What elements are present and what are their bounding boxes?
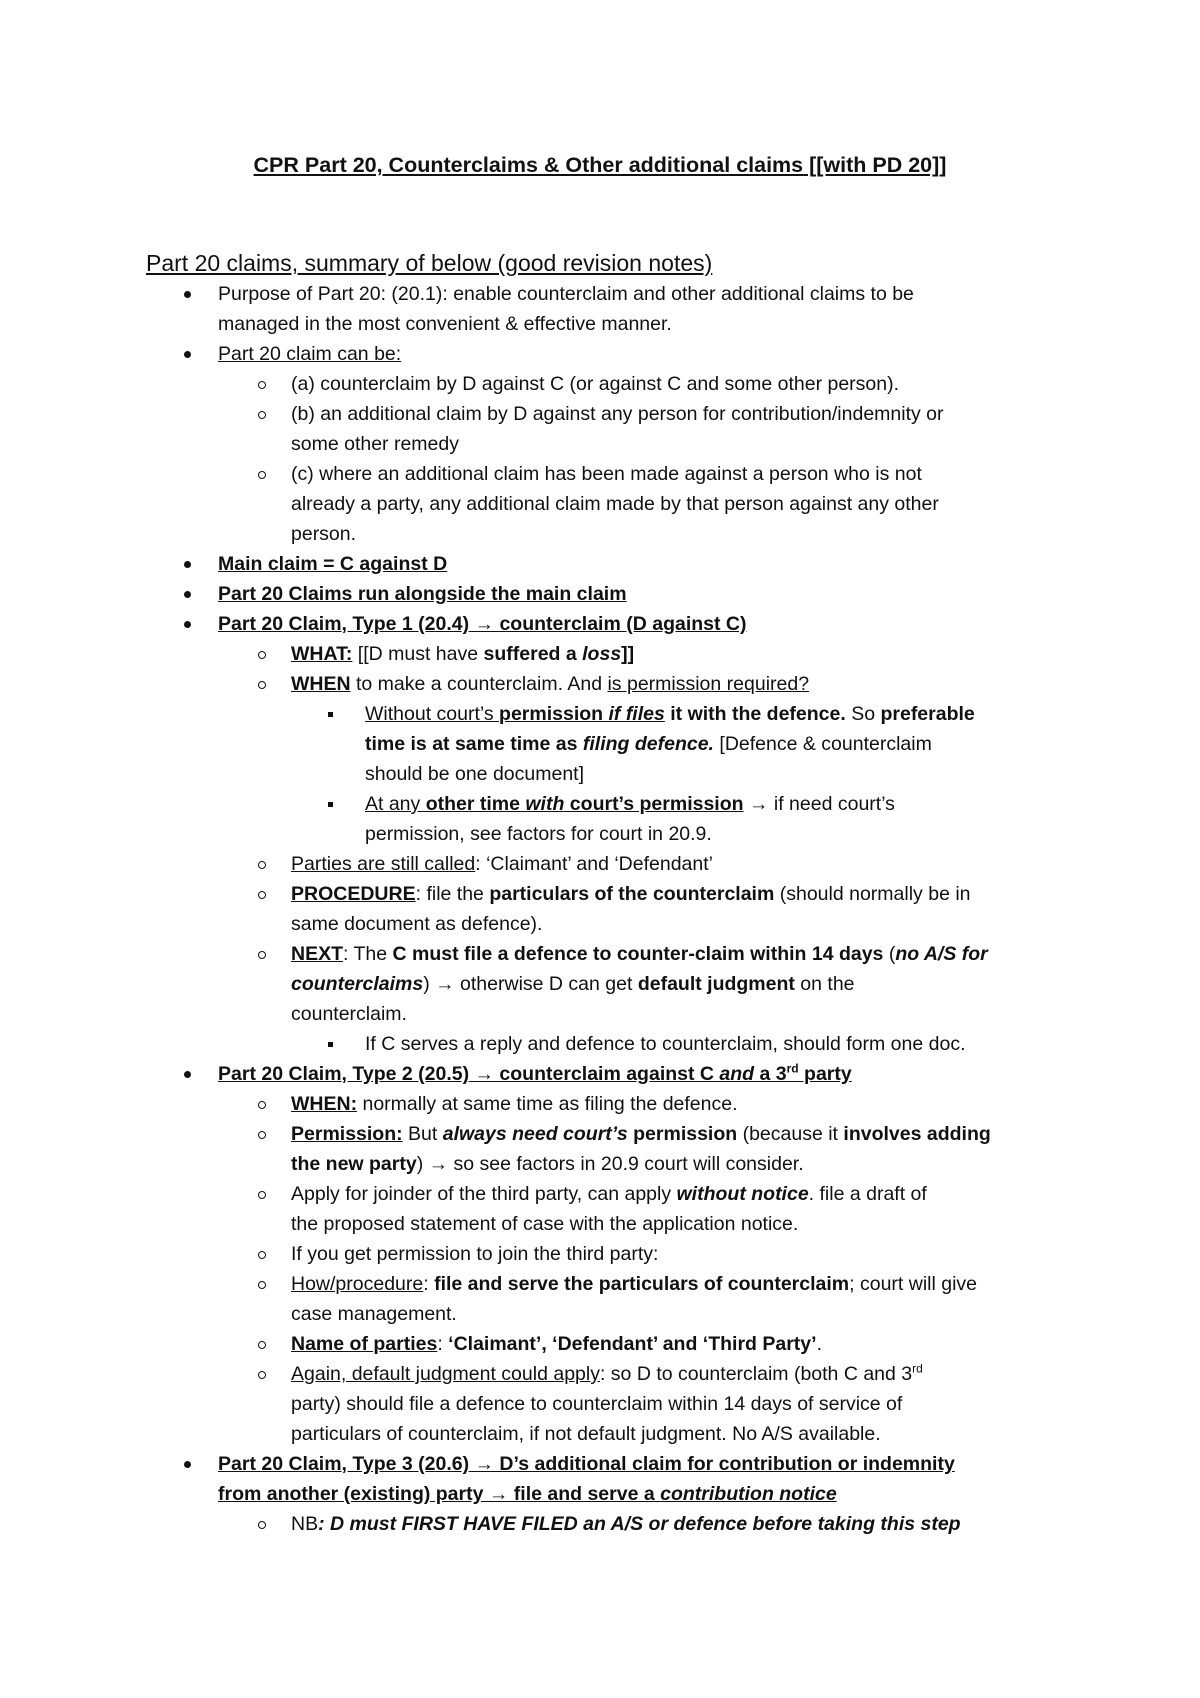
bullet-circle bbox=[258, 639, 266, 669]
bullet-circle bbox=[258, 1089, 266, 1119]
text-line: should be one document] bbox=[365, 763, 584, 785]
section-heading: Part 20 claims, summary of below (good revision notes) bbox=[146, 250, 713, 276]
text-line: counterclaim. bbox=[291, 1003, 407, 1025]
bullet-circle bbox=[258, 459, 266, 489]
bullet-dot bbox=[184, 1059, 191, 1089]
text-line: the new party) → so see factors in 20.9 court will consider. bbox=[291, 1153, 804, 1175]
text-line: managed in the most convenient & effective manner. bbox=[218, 313, 672, 335]
bullet-circle bbox=[258, 879, 266, 909]
text-line: the proposed statement of case with the application notice. bbox=[291, 1213, 799, 1235]
text-line: Part 20 claim can be: bbox=[218, 343, 402, 365]
text-line: Part 20 Claim, Type 1 (20.4) → counterclaim (D against C) bbox=[218, 613, 747, 635]
text-line: particulars of counterclaim, if not default judgment. No A/S available. bbox=[291, 1423, 881, 1445]
bullet-square bbox=[328, 789, 333, 819]
text-line: Part 20 Claim, Type 2 (20.5) → counterclaim against C and a 3rd party bbox=[218, 1061, 852, 1085]
title-main: CPR Part 20, Counterclaims & Other additional claims bbox=[253, 153, 804, 177]
text-line: counterclaims) → otherwise D can get default judgment on the bbox=[291, 973, 855, 995]
bullet-circle bbox=[258, 939, 266, 969]
bullet-dot bbox=[184, 279, 191, 309]
bullet-circle bbox=[258, 1119, 266, 1149]
text-line: NEXT: The C must file a defence to counter-claim within 14 days (no A/S for bbox=[291, 943, 988, 965]
text-line: party) should file a defence to counterclaim within 14 days of service of bbox=[291, 1393, 903, 1415]
bullet-dot bbox=[184, 1449, 191, 1479]
text-line: At any other time with court’s permission → if need court’s bbox=[365, 793, 895, 815]
text-line: Name of parties: ‘Claimant’, ‘Defendant’ and ‘Third Party’. bbox=[291, 1333, 822, 1355]
bullet-dot bbox=[184, 609, 191, 639]
bullet-dot bbox=[184, 549, 191, 579]
text-line: (c) where an additional claim has been made against a person who is not bbox=[291, 463, 922, 485]
text-line: WHEN: normally at same time as filing the defence. bbox=[291, 1093, 738, 1115]
text-line: How/procedure: file and serve the particulars of counterclaim; court will give bbox=[291, 1273, 978, 1295]
text-line: Again, default judgment could apply: so D to counterclaim (both C and 3rd bbox=[291, 1361, 923, 1385]
text-line: (a) counterclaim by D against C (or against C and some other person). bbox=[291, 373, 900, 395]
bullet-circle bbox=[258, 1269, 266, 1299]
text-line: Part 20 Claims run alongside the main claim bbox=[218, 583, 627, 605]
bullet-circle bbox=[258, 849, 266, 879]
text-line: Permission: But always need court’s permission (because it involves adding bbox=[291, 1123, 991, 1145]
text-line: If you get permission to join the third party: bbox=[291, 1243, 659, 1265]
title-suffix: [[with PD 20]] bbox=[803, 153, 947, 177]
text-line: from another (existing) party → file and serve a contribution notice bbox=[218, 1483, 837, 1505]
text-line: permission, see factors for court in 20.9. bbox=[365, 823, 712, 845]
text-line: Apply for joinder of the third party, can apply without notice. file a draft of bbox=[291, 1183, 927, 1205]
text-line: WHEN to make a counterclaim. And is permission required? bbox=[291, 673, 810, 695]
text-line: Part 20 Claim, Type 3 (20.6) → D’s additional claim for contribution or indemnity bbox=[218, 1453, 955, 1475]
bullet-circle bbox=[258, 1239, 266, 1269]
text-line: Main claim = C against D bbox=[218, 553, 448, 575]
bullet-circle bbox=[258, 1179, 266, 1209]
bullet-circle bbox=[258, 399, 266, 429]
text-line: already a party, any additional claim made by that person against any other bbox=[291, 493, 939, 515]
bullet-dot bbox=[184, 339, 191, 369]
bullet-circle bbox=[258, 1509, 266, 1539]
text-line: case management. bbox=[291, 1303, 457, 1325]
bullet-square bbox=[328, 1029, 333, 1059]
text-line: same document as defence). bbox=[291, 913, 543, 935]
bullet-circle bbox=[258, 1359, 266, 1389]
text-line: NB: D must FIRST HAVE FILED an A/S or defence before taking this step bbox=[291, 1513, 961, 1535]
text-line: person. bbox=[291, 523, 357, 545]
text-line: Parties are still called: ‘Claimant’ and ‘Defendant’ bbox=[291, 853, 713, 875]
bullet-circle bbox=[258, 669, 266, 699]
bullet-circle bbox=[258, 369, 266, 399]
bullet-circle bbox=[258, 1329, 266, 1359]
bullet-dot bbox=[184, 579, 191, 609]
page-title bbox=[0, 151, 1200, 179]
text-line: Without court’s permission if files it with the defence. So preferable bbox=[365, 703, 975, 725]
text-line: WHAT: [[D must have suffered a loss]] bbox=[291, 643, 635, 665]
text-line: some other remedy bbox=[291, 433, 459, 455]
text-line: Purpose of Part 20: (20.1): enable counterclaim and other additional claims to be bbox=[218, 283, 914, 305]
text-line: (b) an additional claim by D against any person for contribution/indemnity or bbox=[291, 403, 944, 425]
bullet-square bbox=[328, 699, 333, 729]
text-line: PROCEDURE: file the particulars of the counterclaim (should normally be in bbox=[291, 883, 971, 905]
text-line: time is at same time as filing defence. [Defence & counterclaim bbox=[365, 733, 932, 755]
text-line: If C serves a reply and defence to counterclaim, should form one doc. bbox=[365, 1033, 966, 1055]
